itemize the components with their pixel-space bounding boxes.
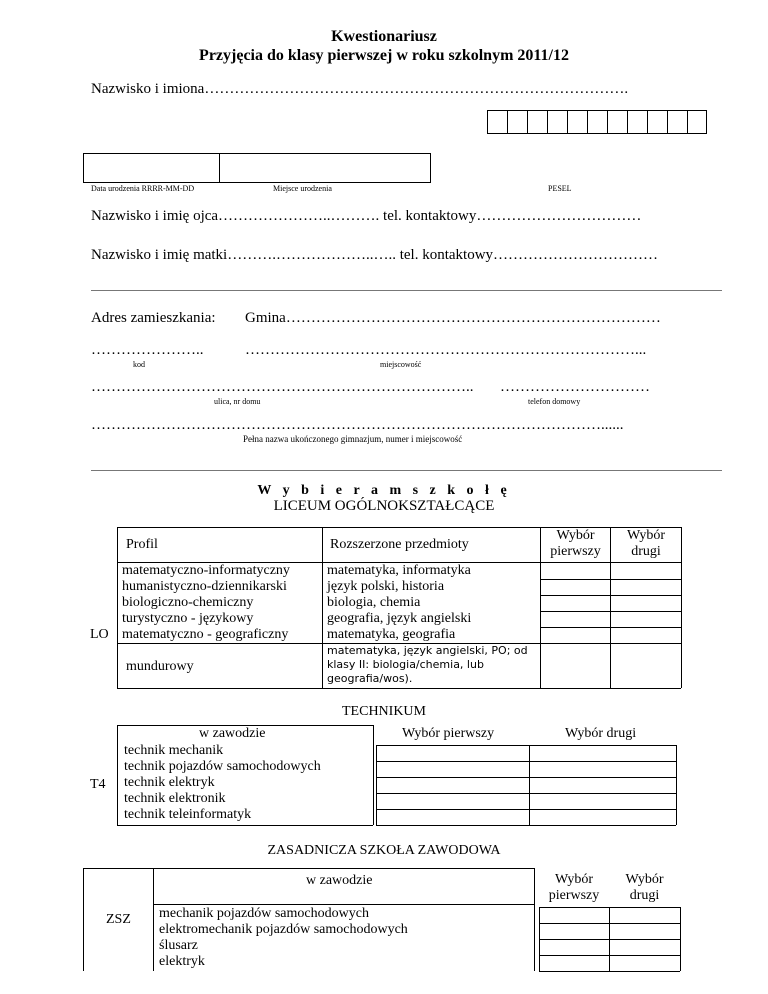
zsz-col-second: Wybór drugi: [625, 872, 664, 903]
form-subtitle: Przyjęcia do klasy pierwszej w roku szkolnym 2011/12: [199, 47, 569, 64]
technikum-col-second: Wybór drugi: [565, 726, 637, 741]
technikum-choice-cell[interactable]: [377, 746, 529, 825]
lo-profil: biologiczno-chemiczny: [122, 595, 254, 610]
zsz-col-first: Wybór pierwszy: [548, 872, 600, 903]
lo-przedmioty: biologia, chemia: [327, 595, 421, 610]
technikum-zawod: technik elektryk: [124, 775, 215, 790]
lo-col-profil: Profil: [126, 537, 158, 552]
divider-1: [91, 290, 722, 291]
lo-profil: matematyczno - geograficzny: [122, 627, 289, 642]
technikum-title: TECHNIKUM: [342, 704, 426, 719]
zsz-choice-cell[interactable]: [610, 908, 680, 971]
ulica-caption: ulica, nr domu: [214, 397, 261, 406]
technikum-zawod: technik pojazdów samochodowych: [124, 759, 321, 774]
technikum-col-zawod: w zawodzie: [199, 726, 266, 741]
lo-choice-cell[interactable]: [611, 563, 681, 643]
address-label: Adres zamieszkania:: [91, 310, 216, 326]
lo-profil-list: [122, 563, 290, 643]
lo-label: LO: [90, 627, 109, 642]
lo-col-second: Wybór drugi: [626, 528, 666, 559]
pesel-boxes[interactable]: [487, 110, 707, 134]
choose-school-heading: W y b i e r a m s z k o ł ę: [257, 483, 511, 498]
technikum-list: [124, 743, 321, 823]
technikum-zawod: technik elektronik: [124, 791, 226, 806]
gmina-field[interactable]: Gmina…………………………………………………………………: [245, 310, 661, 326]
ulica-field[interactable]: …………………………………………………………………..: [91, 379, 474, 395]
birth-place-caption: Miejsce urodzenia: [273, 184, 332, 193]
telefon-caption: telefon domowy: [528, 397, 581, 406]
zsz-zawod: mechanik pojazdów samochodowych: [159, 906, 369, 921]
zsz-label: ZSZ: [106, 912, 131, 927]
name-field[interactable]: Nazwisko i imiona………………………………………………………………………….: [91, 81, 629, 97]
gimnazjum-field[interactable]: …………………………………………………………………………………………......: [91, 417, 624, 433]
lo-profil-mundurowy: mundurowy: [126, 659, 194, 674]
miejscowosc-caption: miejscowość: [380, 360, 422, 369]
technikum-zawod: technik teleinformatyk: [124, 807, 252, 822]
technikum-label: T4: [90, 777, 106, 792]
lo-profil: matematyczno-informatyczny: [122, 563, 290, 578]
lo-przedmioty-mundurowy: matematyka, język angielski, PO; od klasy II: biologia/chemia, lub geografia/wos).: [327, 644, 528, 685]
lo-przedmioty: matematyka, informatyka: [327, 563, 471, 578]
form-title: Kwestionariusz: [331, 28, 437, 45]
mother-field[interactable]: Nazwisko i imię matki……….………………..….. tel. kontaktowy……………………………: [91, 247, 659, 263]
technikum-zawod: technik mechanik: [124, 743, 224, 758]
miejscowosc-field[interactable]: ……………………………………………………………………...: [245, 342, 647, 358]
lo-profil: humanistyczno-dziennikarski: [122, 579, 287, 594]
zsz-title: ZASADNICZA SZKOŁA ZAWODOWA: [267, 843, 501, 858]
lo-choice-cell[interactable]: [541, 563, 610, 643]
technikum-choice-cell[interactable]: [530, 746, 676, 825]
lo-przedmioty: geografia, język angielski: [327, 611, 472, 626]
zsz-choice-cell[interactable]: [540, 908, 609, 971]
technikum-col-first: Wybór pierwszy: [402, 726, 495, 741]
lo-przedmioty: matematyka, geografia: [327, 627, 456, 642]
zsz-zawod: elektryk: [159, 954, 205, 969]
lo-przedmioty-list: [327, 563, 471, 643]
divider-2: [91, 470, 722, 471]
lo-title: LICEUM OGÓLNOKSZTAŁCĄCE: [273, 498, 495, 514]
birth-place-box[interactable]: [219, 153, 431, 183]
zsz-list: [159, 906, 408, 970]
lo-profil: turystyczno - językowy: [122, 611, 254, 626]
birth-date-box[interactable]: [83, 153, 220, 183]
zsz-zawod: ślusarz: [159, 938, 198, 953]
lo-col-first: Wybór pierwszy: [550, 528, 601, 559]
father-field[interactable]: Nazwisko i imię ojca…………………..………. tel. kontaktowy……………………………: [91, 208, 642, 224]
kod-caption: kod: [133, 360, 145, 369]
pesel-caption: PESEL: [548, 184, 572, 193]
kod-field[interactable]: …………………..: [91, 342, 204, 358]
zsz-col-zawod: w zawodzie: [306, 873, 373, 888]
birth-date-caption: Data urodzenia RRRR-MM-DD: [91, 184, 195, 193]
lo-col-przedmioty: Rozszerzone przedmioty: [330, 537, 469, 552]
lo-przedmioty: język polski, historia: [327, 579, 445, 594]
gimnazjum-caption: Pełna nazwa ukończonego gimnazjum, numer i miejscowość: [243, 434, 463, 444]
zsz-zawod: elektromechanik pojazdów samochodowych: [159, 922, 408, 937]
telefon-field[interactable]: …………………………: [500, 379, 650, 395]
